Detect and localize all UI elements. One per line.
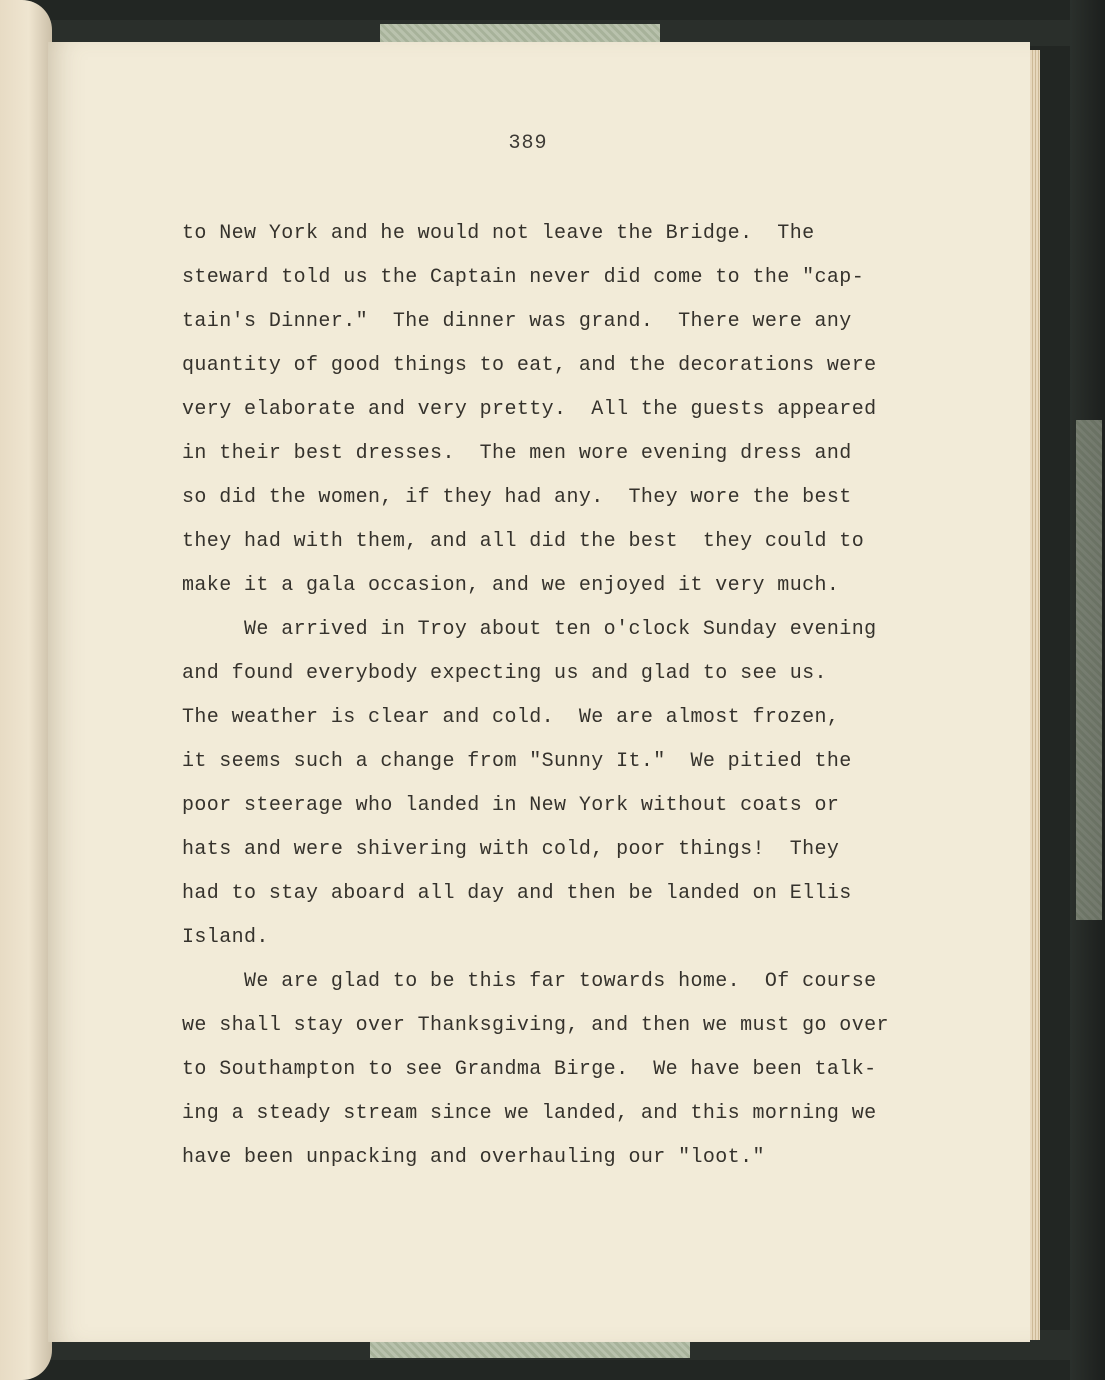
body-text	[182, 212, 972, 1180]
text-line: We are glad to be this far towards home. Of course	[182, 970, 877, 993]
text-line: Island.	[182, 926, 269, 949]
text-line: in their best dresses. The men wore evening dress and	[182, 442, 852, 465]
page-number: 389	[508, 132, 548, 155]
text-line: The weather is clear and cold. We are almost frozen,	[182, 706, 840, 729]
text-line: quantity of good things to eat, and the decorations were	[182, 354, 877, 377]
text-line: make it a gala occasion, and we enjoyed it very much.	[182, 574, 840, 597]
text-line: and found everybody expecting us and glad to see us.	[182, 662, 827, 685]
cloth-binding-right	[1076, 420, 1102, 920]
text-line: had to stay aboard all day and then be landed on Ellis	[182, 882, 852, 905]
text-line: We arrived in Troy about ten o'clock Sunday evening	[182, 618, 877, 641]
page	[48, 42, 1030, 1342]
text-line: steward told us the Captain never did come to the "cap-	[182, 266, 865, 289]
text-line: so did the women, if they had any. They wore the best	[182, 486, 852, 509]
text-line: poor steerage who landed in New York without coats or	[182, 794, 840, 817]
text-line: to Southampton to see Grandma Birge. We have been talk-	[182, 1058, 877, 1081]
text-line: hats and were shivering with cold, poor things! They	[182, 838, 840, 861]
text-line: ing a steady stream since we landed, and this morning we	[182, 1102, 877, 1125]
text-line: we shall stay over Thanksgiving, and then we must go over	[182, 1014, 889, 1037]
text-line: very elaborate and very pretty. All the guests appeared	[182, 398, 877, 421]
text-line: it seems such a change from "Sunny It." We pitied the	[182, 750, 852, 773]
text-line: they had with them, and all did the best they could to	[182, 530, 865, 553]
text-line: have been unpacking and overhauling our "loot."	[182, 1146, 765, 1169]
left-page-curl	[0, 0, 52, 1380]
text-line: tain's Dinner." The dinner was grand. There were any	[182, 310, 852, 333]
text-line: to New York and he would not leave the Bridge. The	[182, 222, 815, 245]
